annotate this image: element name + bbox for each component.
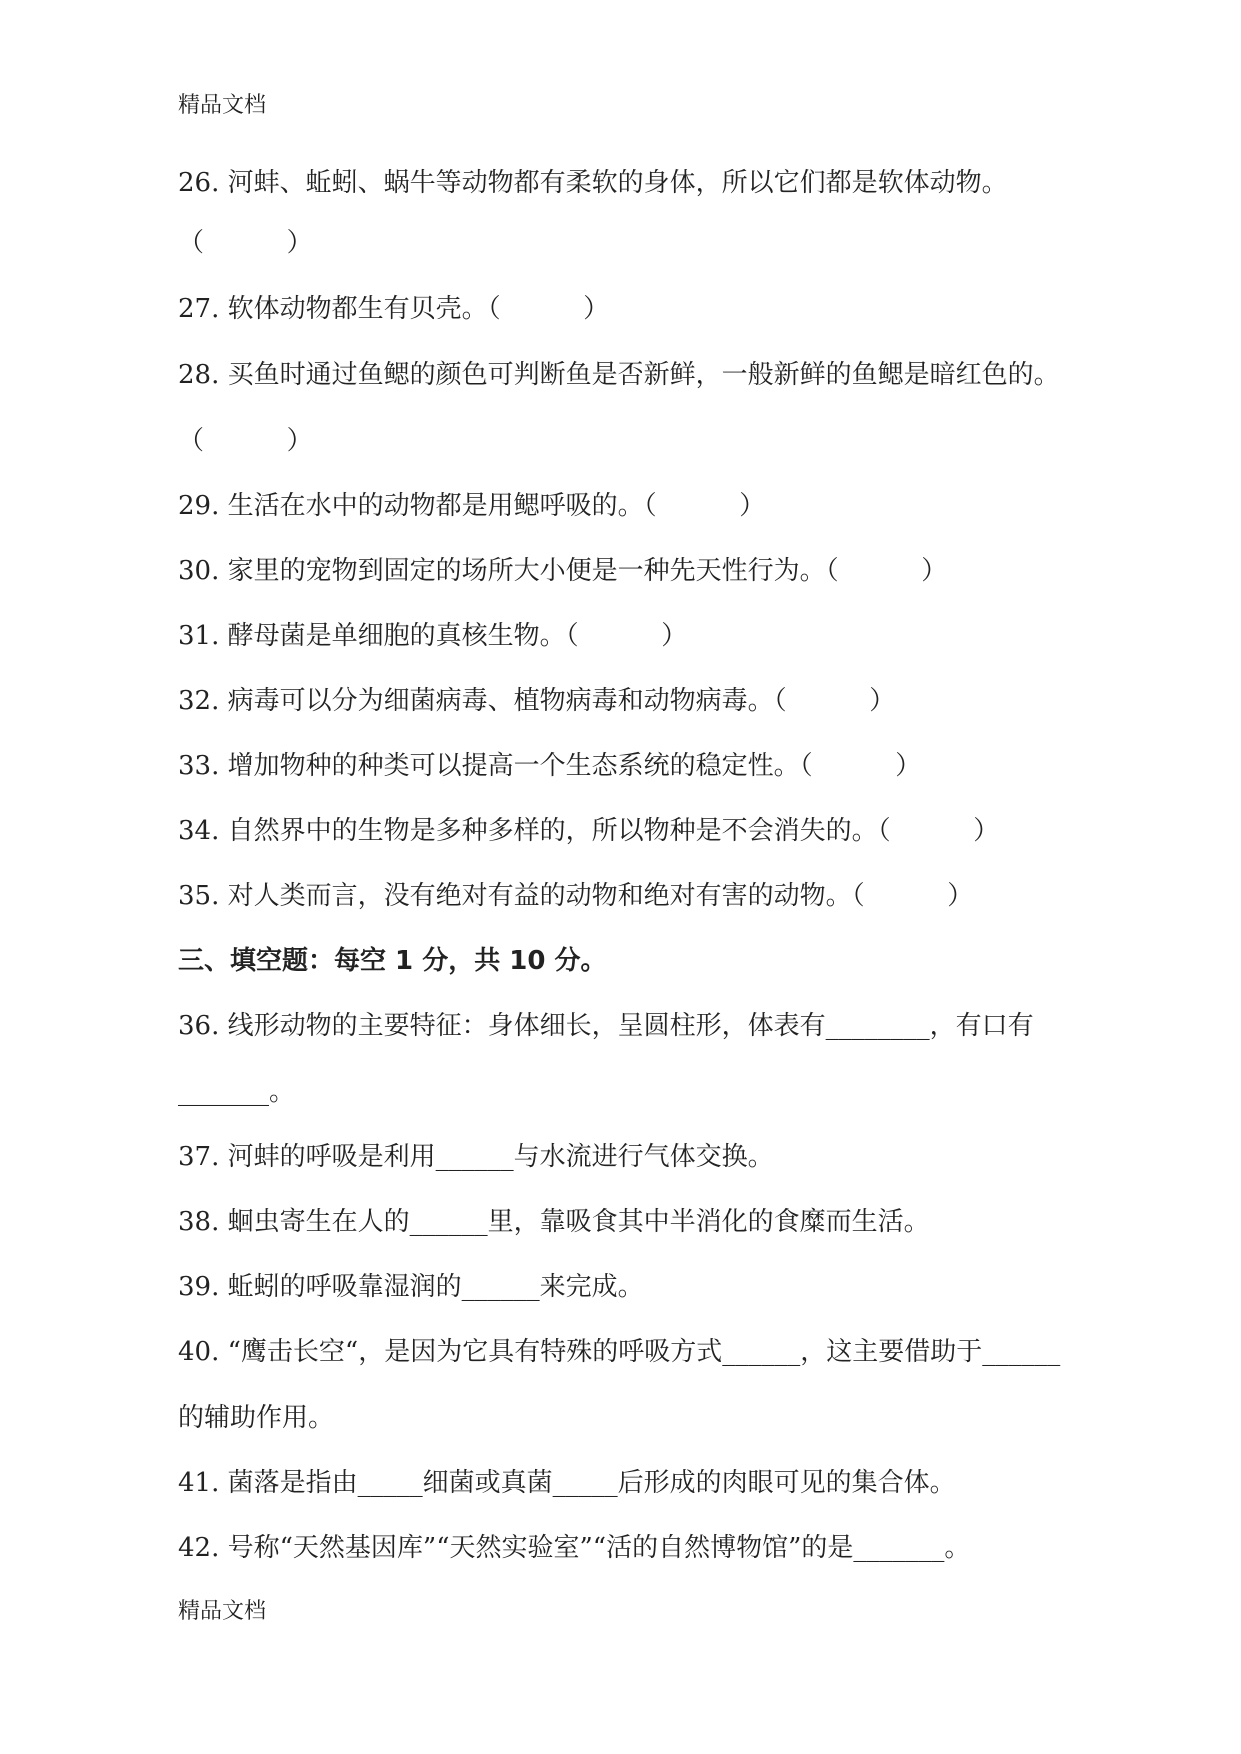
question-30: 30. 家里的宠物到固定的场所大小便是一种先天性行为。（ ） — [178, 556, 948, 586]
question-29: 29. 生活在水中的动物都是用鳃呼吸的。（ ） — [178, 491, 766, 521]
question-37: 37. 河蚌的呼吸是利用______与水流进行气体交换。 — [178, 1142, 774, 1172]
question-36-continued: _______。 — [178, 1077, 296, 1107]
question-33: 33. 增加物种的种类可以提高一个生态系统的稳定性。（ ） — [178, 751, 922, 781]
page-header: 精品文档 — [178, 93, 267, 118]
question-41: 41. 菌落是指由_____细菌或真菌_____后形成的肉眼可见的集合体。 — [178, 1468, 956, 1498]
question-28: 28. 买鱼时通过鱼鳃的颜色可判断鱼是否新鲜，一般新鲜的鱼鳃是暗红色的。 — [178, 360, 1060, 390]
page-footer: 精品文档 — [178, 1599, 267, 1624]
question-32: 32. 病毒可以分为细菌病毒、植物病毒和动物病毒。（ ） — [178, 686, 896, 716]
question-38: 38. 蛔虫寄生在人的______里，靠吸食其中半消化的食糜而生活。 — [178, 1207, 930, 1237]
question-35: 35. 对人类而言，没有绝对有益的动物和绝对有害的动物。（ ） — [178, 881, 974, 911]
question-39: 39. 蚯蚓的呼吸靠湿润的______来完成。 — [178, 1272, 644, 1302]
question-40-continued: 的辅助作用。 — [178, 1403, 335, 1433]
question-40: 40. “鹰击长空“，是因为它具有特殊的呼吸方式______，这主要借助于______ — [178, 1337, 1061, 1367]
question-31: 31. 酵母菌是单细胞的真核生物。（ ） — [178, 621, 688, 651]
question-27: 27. 软体动物都生有贝壳。（ ） — [178, 294, 610, 324]
answer-bracket-28: （ ） — [178, 426, 313, 456]
question-36: 36. 线形动物的主要特征：身体细长，呈圆柱形，体表有________，有口有 — [178, 1011, 1034, 1041]
answer-bracket-26: （ ） — [178, 228, 313, 258]
section-heading: 三、填空题：每空 1 分，共 10 分。 — [178, 946, 607, 976]
question-34: 34. 自然界中的生物是多种多样的，所以物种是不会消失的。（ ） — [178, 816, 1000, 846]
question-26: 26. 河蚌、蚯蚓、蜗牛等动物都有柔软的身体，所以它们都是软体动物。 — [178, 168, 1008, 198]
question-42: 42. 号称“天然基因库”“天然实验室”“活的自然博物馆”的是_______。 — [178, 1533, 971, 1563]
